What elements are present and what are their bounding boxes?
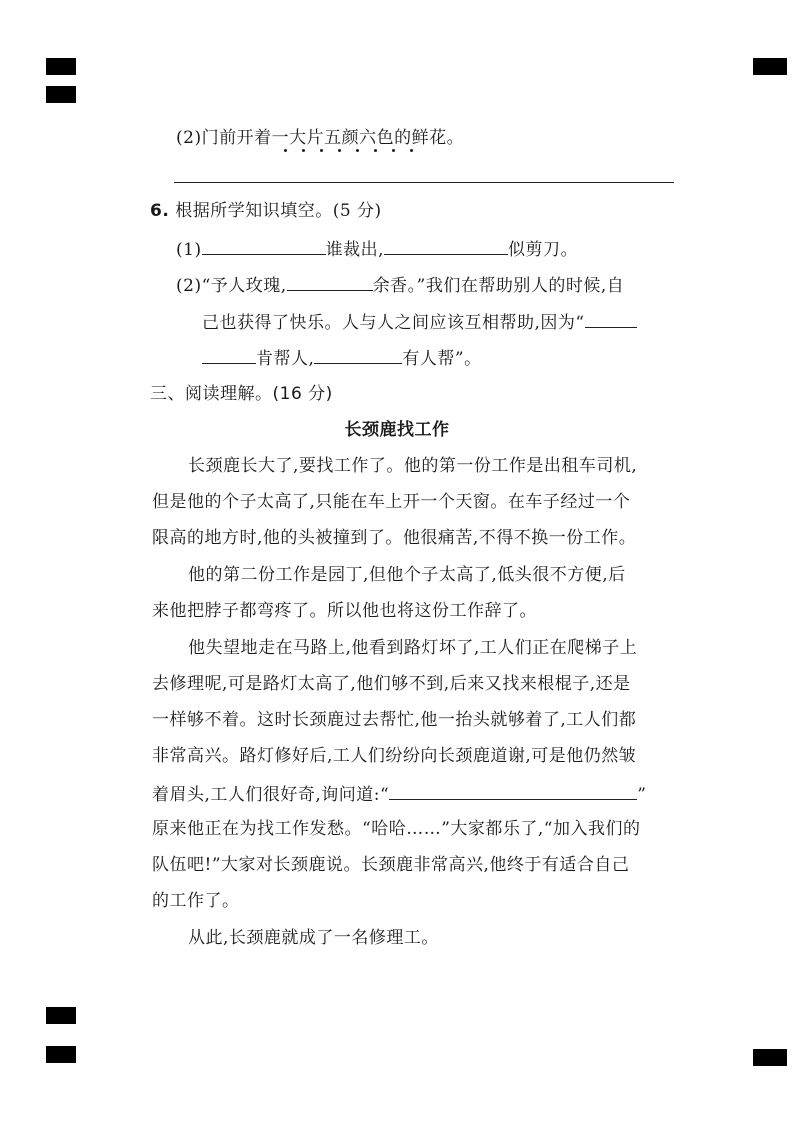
emphasis-dot bbox=[356, 149, 359, 152]
q6-number: 6. bbox=[150, 201, 170, 221]
q6-item2-line1 bbox=[176, 272, 624, 298]
registration-mark-bottom-left-1 bbox=[46, 1007, 76, 1024]
q6-item2-line2 bbox=[202, 309, 637, 335]
q6-prompt: 根据所学知识填空。(5 分) bbox=[175, 201, 382, 221]
passage-p3-line6: 原来他正在为找工作发愁。“哈哈……”大家都乐了,“加入我们的 bbox=[152, 819, 641, 839]
passage-p1-line2: 但是他的个子太高了,只能在车上开一个天窗。在车子经过一个 bbox=[152, 492, 631, 512]
emphasis-dot bbox=[410, 149, 413, 152]
q6-item2-text-4: 肯帮人, bbox=[256, 349, 315, 369]
q6-item1-label: (1) bbox=[176, 240, 202, 260]
q6-item1-text-2: 似剪刀。 bbox=[508, 240, 578, 260]
q6-item2-blank-1[interactable] bbox=[287, 272, 373, 291]
q6-item2-text-2: 余香。”我们在帮助别人的时候,自 bbox=[372, 276, 625, 296]
passage-p3-line3: 一样够不着。这时长颈鹿过去帮忙,他一抬头就够着了,工人们都 bbox=[152, 710, 637, 730]
q6-item2-text-1: (2)“予人玫瑰, bbox=[176, 276, 287, 296]
q6-item2-line3 bbox=[202, 345, 482, 371]
q6-prompt-line bbox=[150, 199, 382, 223]
passage-p1-line1: 长颈鹿长大了,要找工作了。他的第一份工作是出租车司机, bbox=[188, 456, 638, 476]
emphasis-dot bbox=[284, 149, 287, 152]
q6-item2-text-3: 己也获得了快乐。人与人之间应该互相帮助,因为“ bbox=[202, 313, 585, 333]
section3-heading: 三、阅读理解。(16 分) bbox=[150, 384, 333, 404]
q6-item2-text-5: 有人帮”。 bbox=[402, 349, 482, 369]
emphasis-dot bbox=[338, 149, 341, 152]
passage-p3-line4: 非常高兴。路灯修好后,工人们纷纷向长颈鹿道谢,可是他仍然皱 bbox=[152, 746, 637, 766]
q6-item2-blank-4[interactable] bbox=[314, 345, 402, 364]
q5-item2 bbox=[176, 126, 794, 150]
passage-p3-line5-close-quote: ” bbox=[637, 785, 647, 805]
passage-p4-line1: 从此,长颈鹿就成了一名修理工。 bbox=[188, 928, 439, 948]
emphasis-dot bbox=[302, 149, 305, 152]
q6-item1-text-1: 谁裁出, bbox=[325, 240, 384, 260]
passage-answer-blank[interactable] bbox=[389, 781, 637, 800]
passage-p2-line2: 来他把脖子都弯疼了。所以他也将这份工作辞了。 bbox=[152, 601, 537, 621]
passage-p3-line7: 队伍吧!”大家对长颈鹿说。长颈鹿非常高兴,他终于有适合自己 bbox=[152, 855, 630, 875]
emphasis-dot bbox=[374, 149, 377, 152]
registration-mark-bottom-left-2 bbox=[46, 1046, 76, 1063]
passage-title: 长颈鹿找工作 bbox=[344, 420, 450, 440]
emphasis-dot bbox=[392, 149, 395, 152]
q6-item1-blank-1[interactable] bbox=[202, 236, 326, 255]
registration-mark-top-left-1 bbox=[46, 58, 76, 75]
passage-p3-line5-text: 着眉头,工人们很好奇,询问道:“ bbox=[152, 785, 390, 805]
q6-item1-blank-2[interactable] bbox=[384, 236, 508, 255]
q6-item2-blank-2[interactable] bbox=[585, 309, 637, 328]
passage-p2-line1: 他的第二份工作是园丁,但他个子太高了,低头很不方便,后 bbox=[188, 565, 626, 585]
passage-p3-line8: 的工作了。 bbox=[152, 891, 240, 911]
q5-answer-line[interactable] bbox=[174, 182, 674, 183]
registration-mark-top-left-2 bbox=[46, 86, 76, 103]
q6-item1 bbox=[176, 236, 578, 262]
q5-item2-text: (2)门前开着一大片五颜六色的鲜花。 bbox=[176, 128, 465, 148]
passage-p3-line2: 去修理呢,可是路灯太高了,他们够不到,后来又找来根棍子,还是 bbox=[152, 674, 631, 694]
emphasis-dot bbox=[320, 149, 323, 152]
registration-mark-bottom-right bbox=[753, 1049, 787, 1066]
passage-p3-line5 bbox=[152, 781, 646, 807]
q6-item2-blank-3[interactable] bbox=[202, 345, 256, 364]
passage-p1-line3: 限高的地方时,他的头被撞到了。他很痛苦,不得不换一份工作。 bbox=[152, 528, 637, 548]
registration-mark-top-right bbox=[753, 58, 787, 75]
passage-p3-line1: 他失望地走在马路上,他看到路灯坏了,工人们正在爬梯子上 bbox=[188, 638, 638, 658]
